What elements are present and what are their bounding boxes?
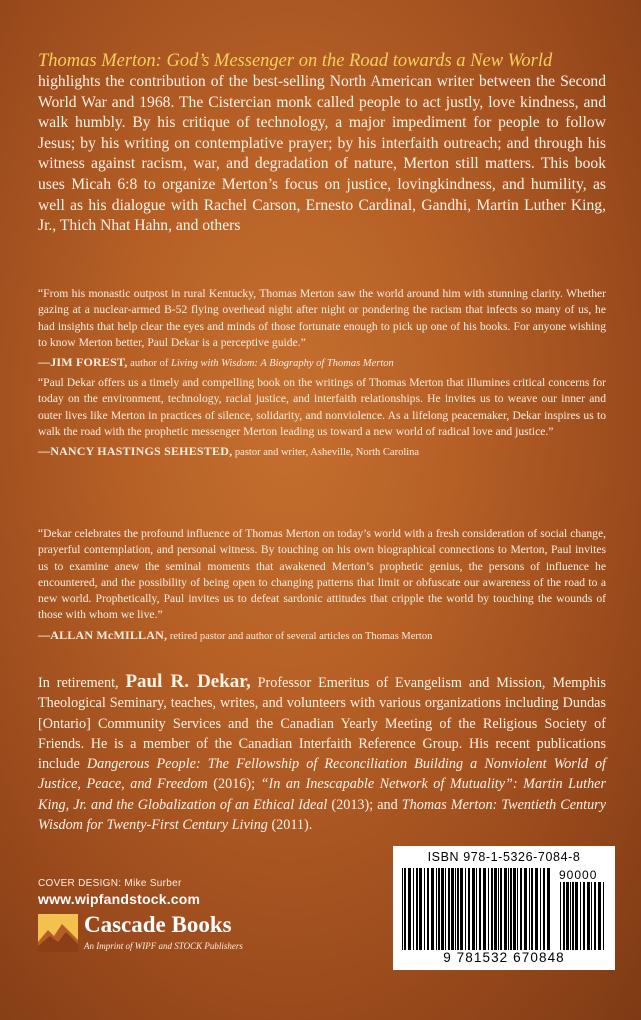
- publication-year: (2013); and: [327, 796, 402, 813]
- endorser-role: pastor and writer, Asheville, North Carolina: [232, 447, 420, 459]
- barcode-bar: [535, 868, 538, 950]
- barcode-bar: [510, 868, 512, 950]
- endorser-name: —JIM FOREST,: [38, 355, 128, 370]
- barcode-digits: 9 781532 670848: [443, 950, 565, 965]
- barcode-bar: [575, 882, 578, 950]
- barcode-bar: [540, 868, 541, 950]
- publication-title: Thomas Merton: Twentieth Century Wisdom for Twenty-First Century Living: [38, 796, 607, 834]
- endorser-role: retired pastor and author of several articles on Thomas Merton: [167, 630, 433, 642]
- barcode-bar: [598, 882, 601, 950]
- barcode-bar: [508, 868, 509, 950]
- barcode-bars: [401, 868, 551, 950]
- barcode-bar: [460, 868, 463, 950]
- price-code: 90000: [559, 868, 598, 882]
- barcode-bar: [603, 882, 604, 950]
- barcode-bar: [424, 868, 425, 950]
- barcode-bar: [476, 868, 477, 950]
- barcode-bar: [587, 882, 590, 950]
- barcode-bar: [543, 868, 545, 950]
- book-title: Thomas Merton: God’s Messenger on the Road towards a New World: [38, 51, 553, 71]
- barcode-bar: [570, 882, 571, 950]
- isbn-barcode: [393, 846, 615, 970]
- endorser-work: Living with Wisdom: A Biography of Thomas Merton: [170, 358, 394, 370]
- barcode-bar: [468, 868, 470, 950]
- endorsement-attribution: [38, 627, 606, 645]
- blurb-text: highlights the contribution of the best-selling North American writer between the Second World War and 1968. The Cistercian monk called people to act justly, love kindness, and walk humbly. By his critique of technology, a major impediment for people to follow Jesus; by his writing on contemplative prayer; by his interfaith outreach; and through his witness against racism, war, and degradation of nature, Merton still matters. This book uses Micah 6:8 to organize Merton’s focus on justice, lovingkindness, and humility, as well as his dialogue with Rachel Carson, Ernesto Cardinal, Gandhi, Martin Luther King, Jr., Thich Nhat Hahn, and others: [38, 73, 606, 235]
- isbn-number: ISBN 978-1-5326-7084-8: [427, 850, 581, 864]
- publisher-subtitle: An Imprint of WIPF and STOCK Publishers: [84, 941, 243, 951]
- barcode-bar: [483, 868, 486, 950]
- barcode-bar: [413, 868, 414, 950]
- endorser-role: author of: [127, 358, 171, 370]
- endorsement: [38, 286, 606, 372]
- barcode-bar: [524, 868, 527, 950]
- barcode-bar: [572, 882, 574, 950]
- endorsement-quote: “From his monastic outpost in rural Kentucky, Thomas Merton saw the world around him with stunning clarity. Whether gazing at a nuclear-armed B-52 flying overhead night after night or pondering the racism that infects so many of us, he had insights that help clear the eyes and minds of those fortunate enough to pick up one of his books. For anyone wishing to know Merton better, Paul Dekar is a perceptive guide.”: [38, 287, 606, 349]
- barcode-bar: [451, 868, 454, 950]
- barcode-bar: [457, 868, 459, 950]
- barcode-bar: [547, 868, 550, 950]
- barcode-bar: [563, 882, 565, 950]
- barcode-bar: [404, 868, 406, 950]
- barcode-bar: [566, 882, 569, 950]
- bio-intro: In retirement,: [38, 675, 126, 691]
- barcode-bar: [465, 868, 466, 950]
- barcode-bar: [419, 868, 422, 950]
- barcode-bar: [580, 882, 581, 950]
- barcode-bar: [591, 882, 592, 950]
- barcode-bar: [513, 868, 516, 950]
- endorsement-attribution: [38, 354, 606, 372]
- barcode-bar: [402, 868, 403, 950]
- endorsement: [38, 526, 606, 645]
- book-blurb: [38, 50, 606, 237]
- cover-design-credit: COVER DESIGN: Mike Surber: [38, 878, 182, 889]
- barcode-bar: [583, 882, 585, 950]
- barcode-bar: [427, 868, 429, 950]
- barcode-bar: [491, 868, 493, 950]
- author-name: Paul R. Dekar,: [125, 671, 251, 692]
- endorser-name: —NANCY HASTINGS SEHESTED,: [38, 444, 233, 459]
- barcode-bar: [488, 868, 489, 950]
- barcode-bar: [416, 868, 418, 950]
- barcode-bar: [560, 882, 561, 950]
- barcode-bar: [494, 868, 497, 950]
- barcode-bar: [529, 868, 530, 950]
- barcode-bar: [472, 868, 475, 950]
- barcode-bar: [448, 868, 450, 950]
- bio-body: Professor Emeritus of Evangelism and Mission, Memphis Theological Seminary, teaches, writes, and volunteers with various organizations including Dundas [Ontario] Community Services and the Canadian Yearly Meeting of the Religious Society of Friends. He is a member of the Canadian Interfaith Reference Group. His recent publications include: [38, 675, 606, 773]
- publisher-website: www.wipfandstock.com: [38, 891, 201, 907]
- price-barcode-bars: [559, 882, 607, 950]
- barcode-bar: [408, 868, 411, 950]
- barcode-bar: [455, 868, 456, 950]
- barcode-bar: [436, 868, 437, 950]
- barcode-bar: [531, 868, 533, 950]
- publisher-name: Cascade Books: [84, 912, 232, 937]
- author-bio: [38, 672, 606, 835]
- barcode-bar: [517, 868, 518, 950]
- publication-year: (2011).: [267, 817, 313, 834]
- barcode-bar: [498, 868, 499, 950]
- publication-title: Dangerous People: The Fellowship of Reconciliation Building a Nonviolent World of Justice, Peace, and Freedom: [38, 756, 606, 793]
- barcode-bar: [504, 868, 507, 950]
- endorsement-quote: “Dekar celebrates the profound influence of Thomas Merton on today’s world with a fresh consideration of social change, prayerful contemplation, and personal witness. By touching on his own biographical connections to Merton, Paul invites us to examine anew the seminal moments that awakened Merton’s prophetic genius, the persons of influence he encountered, and the possibility of being open to changing patterns that limit or obfuscate our awareness of the road to a new world. Prophetically, Paul invites us to defeat sardonic attitudes that cripple the world by touching the wounds of those with whom we live.”: [38, 527, 606, 622]
- endorsement-attribution: [38, 443, 606, 461]
- mountain-logo-icon: [38, 914, 78, 952]
- publication-title: “In an Inescapable Network of Mutuality”: Martin Luther King, Jr. and the Globalization of an Ethical Ideal: [38, 776, 606, 813]
- publication-year: (2016);: [207, 776, 261, 793]
- barcode-bar: [445, 868, 446, 950]
- barcode-bar: [594, 882, 596, 950]
- barcode-bar: [520, 868, 522, 950]
- barcode-bar: [479, 868, 481, 950]
- endorsement-quote: “Paul Dekar offers us a timely and compelling book on the writings of Thomas Merton that illumines critical concerns for today on the environment, technology, racial justice, and interfaith relationships. He invites us to weave our inner and outer lives like Merton in practices of silence, solidarity, and nonviolence. As a lifelong peacemaker, Dekar inspires us to walk the road with the prophetic messenger Merton leading us toward a new world of radical love and justice.”: [38, 376, 606, 438]
- endorsement: [38, 375, 606, 461]
- barcode-bar: [438, 868, 440, 950]
- endorser-name: —ALLAN McMILLAN,: [38, 627, 168, 642]
- barcode-bar: [441, 868, 444, 950]
- publisher-block: [38, 912, 298, 958]
- barcode-bar: [500, 868, 502, 950]
- barcode-bar: [431, 868, 434, 950]
